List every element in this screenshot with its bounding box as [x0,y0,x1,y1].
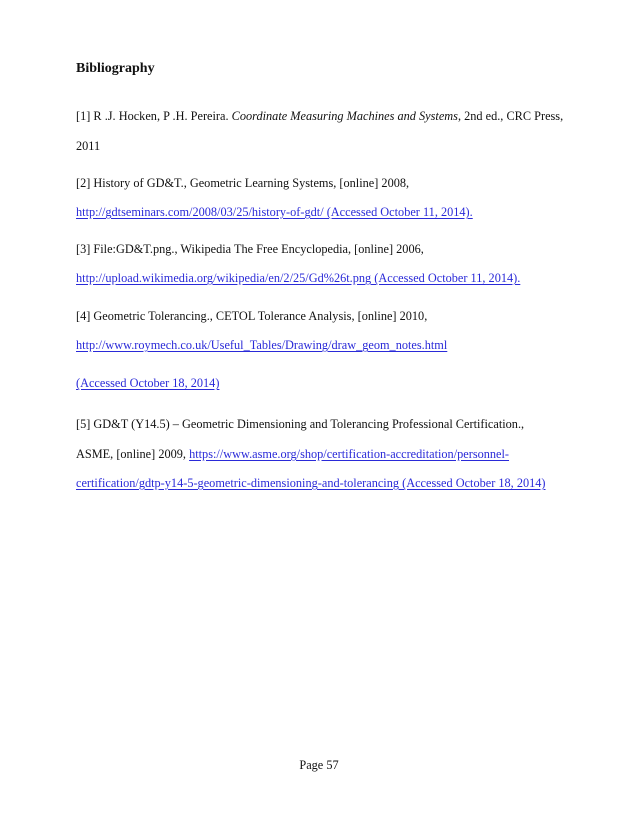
reference-2-text: [2] History of GD&T., Geometric Learning Systems, [online] 2008, [76,176,410,190]
reference-1-details: , 2nd ed., CRC Press, [457,109,564,123]
reference-5-prefix: ASME, [online] 2009, [76,447,190,461]
reference-4-accessed[interactable]: (Accessed October 18, 2014) [76,376,220,390]
reference-5-text: [5] GD&T (Y14.5) – Geometric Dimensioning and Tolerancing Professional Certification., [76,417,525,431]
reference-1-year: 2011 [76,139,101,153]
reference-4-text: [4] Geometric Tolerancing., CETOL Tolerance Analysis, [online] 2010, [76,309,428,323]
reference-1-line-1 [76,108,563,124]
page-number: Page 57 [299,758,339,772]
reference-5-link-part-2[interactable]: certification/gdtp-y14-5-geometric-dimensioning-and-tolerancing (Accessed October 18, 2014) [76,476,546,490]
reference-1-title: Coordinate Measuring Machines and Systems [231,109,458,123]
reference-3-link[interactable]: http://upload.wikimedia.org/wikipedia/en/2/25/Gd%26t.png (Accessed October 11, 2014). [76,271,521,285]
reference-2-link[interactable]: http://gdtseminars.com/2008/03/25/history-of-gdt/ (Accessed October 11, 2014). [76,205,473,219]
reference-4-link[interactable]: http://www.roymech.co.uk/Useful_Tables/Drawing/draw_geom_notes.html [76,338,448,352]
reference-1-authors: [1] R .J. Hocken, P .H. Pereira. [76,109,232,123]
page-heading: Bibliography [76,61,155,76]
reference-3-text: [3] File:GD&T.png., Wikipedia The Free Encyclopedia, [online] 2006, [76,242,424,256]
reference-5-line-2 [76,446,509,462]
reference-5-link-part-1[interactable]: https://www.asme.org/shop/certification-accreditation/personnel- [189,447,510,461]
